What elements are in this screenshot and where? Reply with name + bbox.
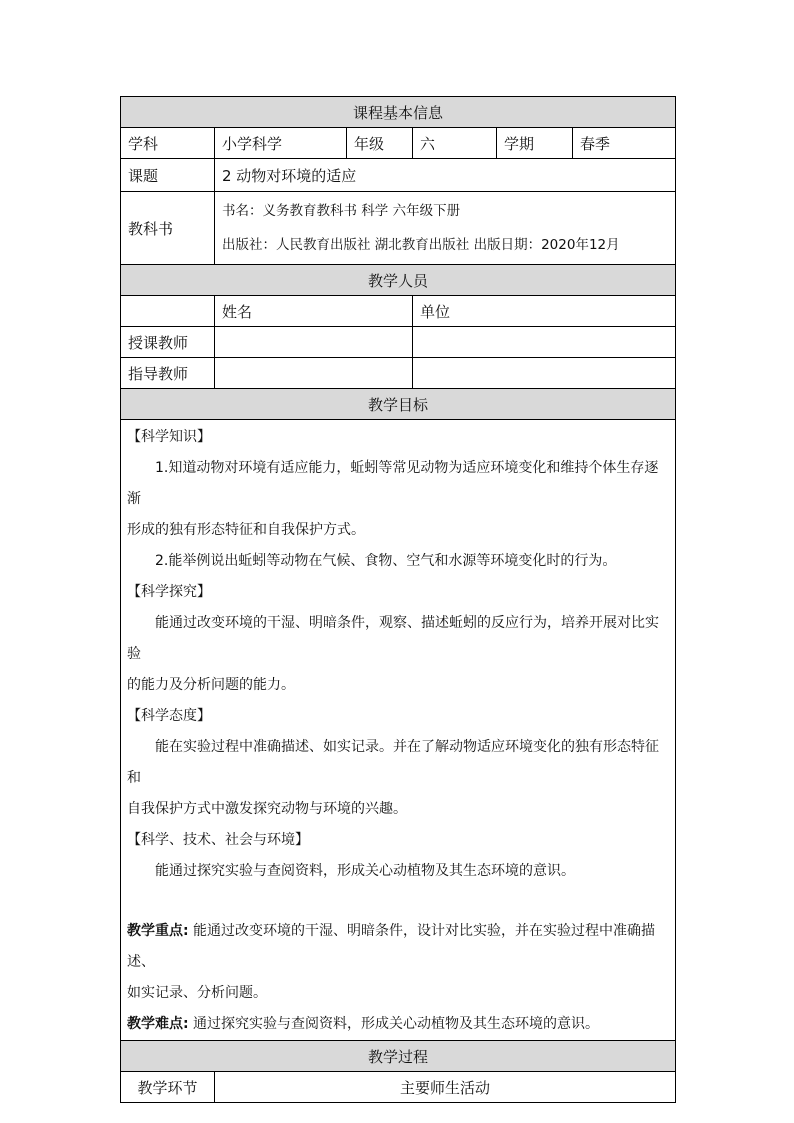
textbook-row — [121, 192, 676, 265]
knowledge-item-1-cont: 形成的独有形态特征和自我保护方式。 — [127, 522, 365, 538]
teacher-row — [121, 327, 676, 358]
objectives-header-row — [121, 389, 676, 420]
lesson-plan-table — [120, 96, 676, 1103]
objectives-header: 教学目标 — [121, 389, 676, 420]
difficulty-line — [127, 1009, 669, 1040]
staff-header-row — [121, 265, 676, 296]
textbook-label: 教科书 — [121, 192, 215, 265]
term-value: 春季 — [573, 128, 676, 159]
objectives-cell — [121, 420, 676, 1041]
inquiry-section-title: 【科学探究】 — [127, 584, 211, 600]
knowledge-item-1: 1.知道动物对环境有适应能力，蚯蚓等常见动物为适应环境变化和维持个体生存逐渐 — [127, 460, 659, 507]
topic-value: 2 动物对环境的适应 — [215, 159, 676, 192]
textbook-info — [215, 192, 676, 265]
staff-col-name: 姓名 — [215, 296, 413, 327]
key-points-label: 教学重点: — [127, 923, 189, 939]
subject-row — [121, 128, 676, 159]
staff-col-unit: 单位 — [413, 296, 676, 327]
process-col-activity: 主要师生活动 — [215, 1072, 676, 1103]
advisor-label: 指导教师 — [121, 358, 215, 389]
attitude-section-title: 【科学态度】 — [127, 708, 211, 724]
process-header-row — [121, 1041, 676, 1072]
advisor-unit-cell — [413, 358, 676, 389]
key-points-text: 能通过改变环境的干湿、明暗条件，设计对比实验，并在实验过程中准确描述、 — [127, 923, 656, 970]
process-header: 教学过程 — [121, 1041, 676, 1072]
attitude-text-cont: 自我保护方式中激发探究动物与环境的兴趣。 — [127, 801, 407, 817]
attitude-text: 能在实验过程中准确描述、如实记录。并在了解动物适应环境变化的独有形态特征和 — [127, 739, 659, 786]
staff-column-row — [121, 296, 676, 327]
objectives-spacer — [127, 887, 669, 916]
staff-header: 教学人员 — [121, 265, 676, 296]
teacher-unit-cell — [413, 327, 676, 358]
stse-section-title: 【科学、技术、社会与环境】 — [127, 832, 309, 848]
knowledge-section-title: 【科学知识】 — [127, 429, 211, 445]
subject-label: 学科 — [121, 128, 215, 159]
textbook-title-line: 书名：义务教育教科书 科学 六年级下册 — [222, 203, 461, 219]
advisor-name-cell — [215, 358, 413, 389]
knowledge-item-2: 2.能举例说出蚯蚓等动物在气候、食物、空气和水源等环境变化时的行为。 — [155, 553, 617, 569]
teacher-name-cell — [215, 327, 413, 358]
process-column-row — [121, 1072, 676, 1103]
key-points-line — [127, 916, 669, 978]
difficulty-label: 教学难点: — [127, 1016, 189, 1032]
lesson-plan-page — [120, 96, 675, 1103]
process-col-stage: 教学环节 — [121, 1072, 215, 1103]
inquiry-text: 能通过改变环境的干湿、明暗条件，观察、描述蚯蚓的反应行为，培养开展对比实验 — [127, 615, 659, 662]
basic-info-header: 课程基本信息 — [121, 97, 676, 128]
subject-value: 小学科学 — [215, 128, 347, 159]
topic-label: 课题 — [121, 159, 215, 192]
grade-value: 六 — [413, 128, 497, 159]
inquiry-text-cont: 的能力及分析问题的能力。 — [127, 677, 295, 693]
grade-label: 年级 — [347, 128, 413, 159]
objectives-content — [121, 420, 675, 1040]
advisor-row — [121, 358, 676, 389]
basic-info-header-row — [121, 97, 676, 128]
textbook-publisher-line: 出版社：人民教育出版社 湖北教育出版社 出版日期：2020年12月 — [222, 237, 620, 253]
stse-text: 能通过探究实验与查阅资料，形成关心动植物及其生态环境的意识。 — [155, 863, 575, 879]
staff-corner-cell — [121, 296, 215, 327]
term-label: 学期 — [497, 128, 573, 159]
teacher-label: 授课教师 — [121, 327, 215, 358]
key-points-cont: 如实记录、分析问题。 — [127, 985, 267, 1001]
topic-row — [121, 159, 676, 192]
difficulty-text: 通过探究实验与查阅资料，形成关心动植物及其生态环境的意识。 — [188, 1016, 600, 1032]
objectives-row — [121, 420, 676, 1041]
